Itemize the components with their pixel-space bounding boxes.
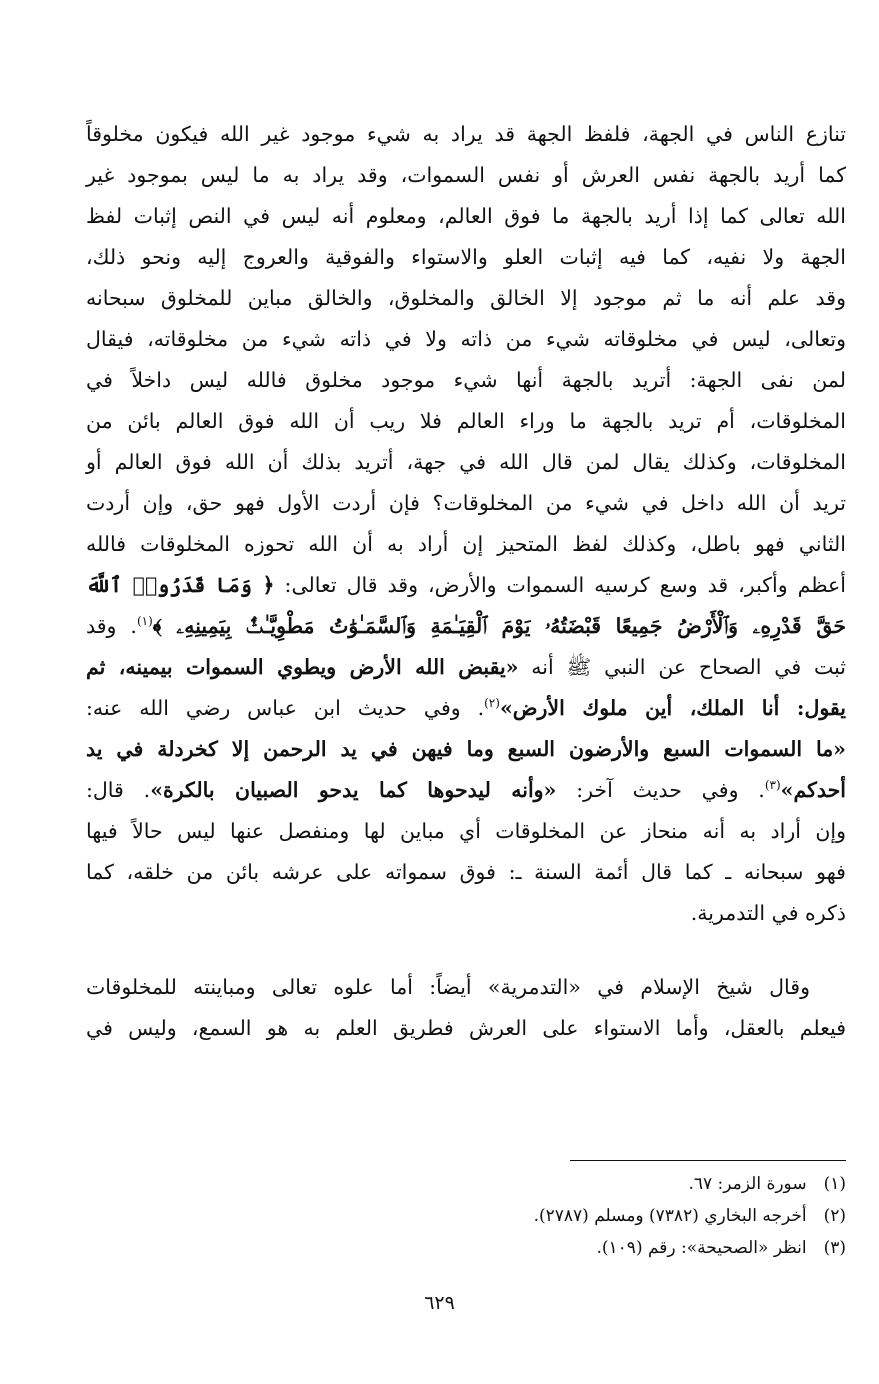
hadith-quote: «وأنه ليدحوها كما يدحو الصبيان بالكرة» xyxy=(150,778,557,802)
text-segment: لمن نفى الجهة: أتريد بالجهة أنها شيء موجود مخلوق فالله ليس داخلاً في xyxy=(86,368,846,392)
footnote-separator xyxy=(570,1160,846,1161)
text-line xyxy=(86,237,846,278)
text-line xyxy=(86,893,846,934)
text-segment: ذكره في التدمرية. xyxy=(690,901,846,925)
text-segment: الله تعالى كما إذا أريد بالجهة ما فوق العالم، ومعلوم أنه ليس في النص إثبات لفظ xyxy=(86,204,846,228)
text-line xyxy=(86,278,846,319)
text-segment: الجهة ولا نفيه، كما فيه إثبات العلو والاستواء والفوقية والعروج إليه ونحو ذلك، xyxy=(86,245,846,269)
text-line xyxy=(86,524,846,565)
text-line xyxy=(86,483,846,524)
text-segment: وقال شيخ الإسلام في «التدمرية» أيضاً: أما علوه تعالى ومباينته للمخلوقات xyxy=(86,975,810,999)
text-line xyxy=(86,770,846,811)
footnote-number: (١) xyxy=(823,1174,846,1194)
text-line xyxy=(86,114,846,155)
text-line xyxy=(86,360,846,401)
page-number: ٦٢٩ xyxy=(424,1292,455,1314)
footnote-marker: (١) xyxy=(136,614,153,629)
text-line xyxy=(86,319,846,360)
text-segment: وإن أراد به أنه منحاز عن المخلوقات أي مباين لها ومنفصل عنها ليس حالاً فيها xyxy=(86,819,846,843)
text-segment: . وفي حديث آخر: xyxy=(556,778,765,802)
text-line xyxy=(86,967,846,1008)
text-line xyxy=(86,688,846,729)
text-segment: فهو سبحانه ـ كما قال أئمة السنة ـ: فوق سمواته على عرشه بائن من خلقه، كما xyxy=(86,860,846,884)
text-segment: تنازع الناس في الجهة، فلفظ الجهة قد يراد به شيء موجود غير الله فيكون مخلوقاً xyxy=(86,122,846,146)
text-segment: أعظم وأكبر، قد وسع كرسيه السموات والأرض، وقد قال تعالى: xyxy=(274,573,846,597)
footnote-2 xyxy=(86,1200,846,1232)
text-segment: كما أريد بالجهة نفس العرش أو نفس السموات، وقد يراد به ما ليس بموجود غير xyxy=(86,163,846,187)
text-segment: وتعالى، ليس في مخلوقاته شيء من ذاته ولا في ذاته شيء من مخلوقاته، فيقال xyxy=(86,327,846,351)
text-segment: . قال: xyxy=(86,778,151,802)
quran-verse: ﴿ وَمَا قَدَرُوا۟ ٱللَّهَ xyxy=(86,573,275,597)
footnote-marker: (٢) xyxy=(484,696,500,711)
text-segment: . وفي حديث ابن عباس رضي الله عنه: xyxy=(86,696,485,720)
footnote-number: (٣) xyxy=(823,1238,846,1258)
paragraph-2 xyxy=(86,967,846,1049)
main-text xyxy=(86,114,846,1049)
text-line xyxy=(86,401,846,442)
footnotes xyxy=(86,1168,846,1264)
hadith-quote: يقول: أنا الملك، أين ملوك الأرض» xyxy=(499,696,847,720)
footnote-text: سورة الزمر: ٦٧. xyxy=(688,1174,807,1194)
text-segment: تريد أن الله داخل في شيء من المخلوقات؟ فإن أردت الأول فهو حق، وإن أردت xyxy=(86,491,846,515)
text-line xyxy=(86,647,846,688)
text-line xyxy=(86,196,846,237)
footnote-3 xyxy=(86,1232,846,1264)
footnote-text: انظر «الصحيحة»: رقم (١٠٩). xyxy=(596,1238,807,1258)
paragraph-1 xyxy=(86,114,846,934)
footnote-number: (٢) xyxy=(823,1206,846,1226)
text-segment: وقد علم أنه ما ثم موجود إلا الخالق والمخلوق، والخالق مباين للمخلوق سبحانه xyxy=(86,286,846,310)
text-line xyxy=(86,565,846,606)
text-segment: ثبت في الصحاح عن النبي ﷺ أنه xyxy=(518,655,846,679)
hadith-quote: «يقبض الله الأرض ويطوي السموات بيمينه، ثم xyxy=(86,655,519,679)
text-line xyxy=(86,1008,846,1049)
text-segment: فيعلم بالعقل، وأما الاستواء على العرش فطريق العلم به هو السمع، وليس في xyxy=(86,1016,846,1040)
footnote-1 xyxy=(86,1168,846,1200)
text-line xyxy=(86,155,846,196)
text-segment: المخلوقات، أم تريد بالجهة ما وراء العالم فلا ريب أن الله فوق العالم بائن من xyxy=(86,409,846,433)
text-line xyxy=(86,852,846,893)
text-line xyxy=(86,811,846,852)
text-segment: الثاني فهو باطل، وكذلك لفظ المتحيز إن أراد به أن الله تحوزه المخلوقات فالله xyxy=(86,532,846,556)
text-line xyxy=(86,442,846,483)
quran-verse: حَقَّ قَدْرِهِۦ وَٱلْأَرْضُ جَمِيعًا قَبْضَتُهُۥ يَوْمَ ٱلْقِيَـٰمَةِ وَٱلسَّمَـٰوَٰتُ مَطْوِيَّـٰتٌۢ بِيَمِينِهِۦ ﴾ xyxy=(152,614,846,638)
text-segment: . وقد xyxy=(86,614,137,638)
text-line xyxy=(86,729,846,770)
hadith-quote: «ما السموات السبع والأرضون السبع وما فيهن في يد الرحمن إلا كخردلة في يد xyxy=(86,737,846,761)
footnote-text: أخرجه البخاري (٧٣٨٢) ومسلم (٢٧٨٧). xyxy=(533,1206,807,1226)
text-segment: المخلوقات، وكذلك يقال لمن قال الله في جهة، أتريد بذلك أن الله فوق العالم أو xyxy=(86,450,846,474)
hadith-quote: أحدكم» xyxy=(780,778,846,802)
paragraph-gap xyxy=(86,934,846,967)
text-line xyxy=(86,606,846,647)
footnote-marker: (٣) xyxy=(764,778,781,793)
